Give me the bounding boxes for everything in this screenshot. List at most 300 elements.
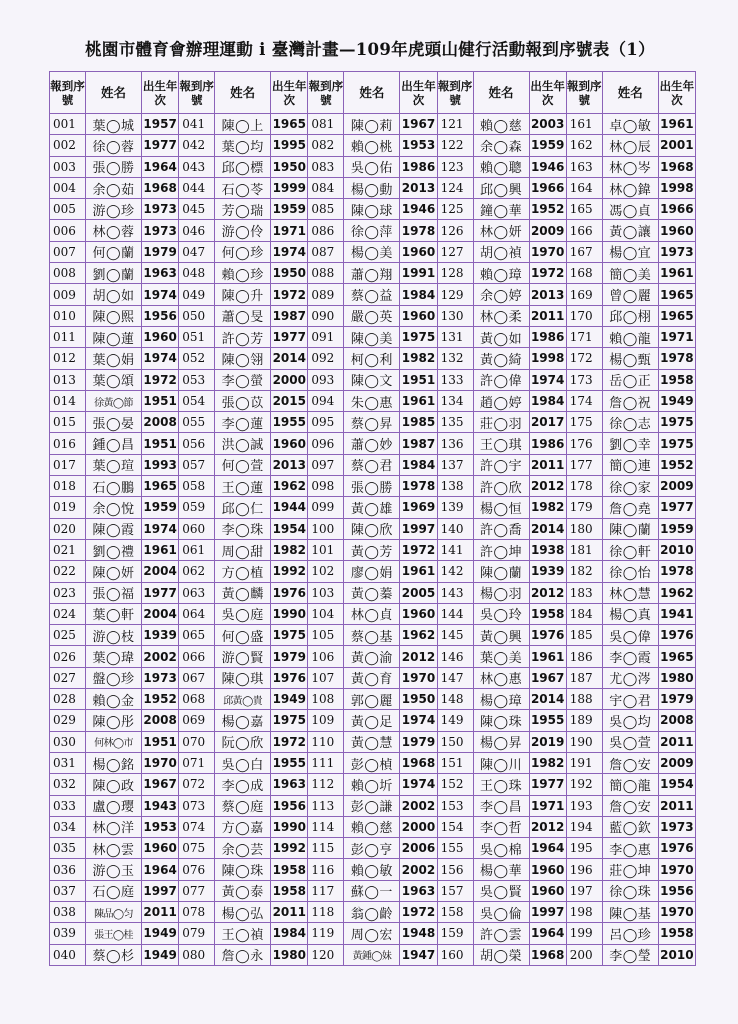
- serial-cell: 178: [566, 476, 602, 497]
- name-cell: 劉◯幸: [602, 433, 658, 454]
- serial-cell: 093: [308, 369, 344, 390]
- table-row: [50, 539, 696, 560]
- serial-cell: 113: [308, 795, 344, 816]
- name-cell: 張◯晏: [86, 412, 142, 433]
- birth-year-cell: 1963: [271, 774, 308, 795]
- birth-year-cell: 1943: [142, 795, 179, 816]
- name-cell: 黃◯麟: [215, 582, 271, 603]
- serial-cell: 084: [308, 177, 344, 198]
- name-cell: 陳◯球: [344, 199, 400, 220]
- serial-cell: 200: [566, 944, 602, 965]
- serial-cell: 183: [566, 582, 602, 603]
- name-cell: 石◯鵬: [86, 476, 142, 497]
- name-cell: 林◯蓉: [86, 220, 142, 241]
- name-cell: 陳◯蘭: [602, 518, 658, 539]
- birth-year-cell: 1961: [142, 539, 179, 560]
- table-row: [50, 710, 696, 731]
- birth-year-cell: 1972: [400, 901, 437, 922]
- serial-cell: 007: [50, 241, 86, 262]
- serial-cell: 130: [437, 305, 473, 326]
- name-cell: 廖◯娟: [344, 561, 400, 582]
- birth-year-cell: 1977: [142, 135, 179, 156]
- birth-year-cell: 1979: [271, 646, 308, 667]
- serial-cell: 077: [179, 880, 215, 901]
- birth-year-cell: 1958: [658, 923, 695, 944]
- birth-year-cell: 1960: [142, 326, 179, 347]
- birth-year-cell: 1975: [271, 625, 308, 646]
- table-row: [50, 923, 696, 944]
- table-row: [50, 859, 696, 880]
- serial-cell: 098: [308, 476, 344, 497]
- birth-year-cell: 1949: [271, 689, 308, 710]
- serial-cell: 118: [308, 901, 344, 922]
- name-cell: 陳◯彤: [86, 710, 142, 731]
- name-cell: 張◯勝: [344, 476, 400, 497]
- birth-year-cell: 1944: [271, 497, 308, 518]
- name-cell: 許◯偉: [473, 369, 529, 390]
- serial-cell: 065: [179, 625, 215, 646]
- serial-cell: 064: [179, 603, 215, 624]
- serial-cell: 097: [308, 454, 344, 475]
- table-row: [50, 433, 696, 454]
- birth-year-cell: 1974: [400, 774, 437, 795]
- name-cell: 許◯芳: [215, 326, 271, 347]
- birth-year-cell: 1952: [658, 454, 695, 475]
- serial-cell: 137: [437, 454, 473, 475]
- birth-year-cell: 1949: [658, 390, 695, 411]
- serial-cell: 079: [179, 923, 215, 944]
- name-cell: 黃◯如: [473, 326, 529, 347]
- birth-year-cell: 1976: [271, 582, 308, 603]
- name-cell: 黃◯育: [344, 667, 400, 688]
- name-cell: 尤◯涔: [602, 667, 658, 688]
- serial-cell: 150: [437, 731, 473, 752]
- birth-year-cell: 1964: [142, 859, 179, 880]
- serial-cell: 051: [179, 326, 215, 347]
- serial-cell: 162: [566, 135, 602, 156]
- serial-cell: 011: [50, 326, 86, 347]
- birth-year-cell: 1951: [400, 369, 437, 390]
- birth-year-cell: 1979: [400, 731, 437, 752]
- name-cell: 林◯惠: [473, 667, 529, 688]
- birth-year-cell: 1973: [142, 199, 179, 220]
- name-cell: 葉◯瑋: [86, 646, 142, 667]
- name-cell: 卓◯敏: [602, 114, 658, 135]
- name-cell: 李◯蓮: [215, 412, 271, 433]
- name-cell: 藍◯欽: [602, 816, 658, 837]
- table-row: [50, 177, 696, 198]
- serial-cell: 039: [50, 923, 86, 944]
- birth-year-cell: 1972: [142, 369, 179, 390]
- birth-year-cell: 1971: [271, 220, 308, 241]
- serial-cell: 122: [437, 135, 473, 156]
- name-cell: 陳品◯匀: [86, 901, 142, 922]
- name-cell: 徐◯家: [602, 476, 658, 497]
- serial-cell: 008: [50, 263, 86, 284]
- serial-cell: 108: [308, 689, 344, 710]
- serial-cell: 063: [179, 582, 215, 603]
- serial-cell: 121: [437, 114, 473, 135]
- serial-cell: 013: [50, 369, 86, 390]
- serial-cell: 016: [50, 433, 86, 454]
- table-row: [50, 667, 696, 688]
- serial-cell: 072: [179, 774, 215, 795]
- birth-year-cell: 1946: [529, 156, 566, 177]
- serial-cell: 156: [437, 859, 473, 880]
- serial-cell: 154: [437, 816, 473, 837]
- name-cell: 胡◯如: [86, 284, 142, 305]
- name-cell: 柯◯利: [344, 348, 400, 369]
- name-cell: 李◯哲: [473, 816, 529, 837]
- serial-cell: 089: [308, 284, 344, 305]
- table-row: [50, 646, 696, 667]
- serial-cell: 059: [179, 497, 215, 518]
- serial-cell: 190: [566, 731, 602, 752]
- birth-year-cell: 1990: [271, 603, 308, 624]
- name-cell: 楊◯華: [473, 859, 529, 880]
- birth-year-cell: 1950: [271, 156, 308, 177]
- name-cell: 陳◯美: [344, 326, 400, 347]
- birth-year-cell: 2009: [658, 476, 695, 497]
- name-cell: 徐◯蓉: [86, 135, 142, 156]
- table-row: [50, 689, 696, 710]
- birth-year-cell: 1965: [658, 284, 695, 305]
- serial-cell: 198: [566, 901, 602, 922]
- name-cell: 彭◯楨: [344, 752, 400, 773]
- birth-year-cell: 1995: [271, 135, 308, 156]
- birth-year-cell: 1960: [400, 305, 437, 326]
- birth-year-cell: 1958: [658, 369, 695, 390]
- name-cell: 陳◯政: [86, 774, 142, 795]
- name-cell: 黃◯慧: [344, 731, 400, 752]
- table-row: [50, 774, 696, 795]
- birth-year-cell: 1958: [271, 880, 308, 901]
- serial-cell: 191: [566, 752, 602, 773]
- name-cell: 楊◯真: [602, 603, 658, 624]
- birth-year-cell: 2014: [529, 689, 566, 710]
- serial-cell: 092: [308, 348, 344, 369]
- birth-year-cell: 2013: [400, 177, 437, 198]
- name-cell: 何◯蘭: [86, 241, 142, 262]
- name-cell: 邱◯興: [473, 177, 529, 198]
- birth-year-cell: 1963: [142, 263, 179, 284]
- birth-year-cell: 1967: [142, 774, 179, 795]
- serial-cell: 148: [437, 689, 473, 710]
- birth-year-cell: 1962: [400, 625, 437, 646]
- serial-cell: 127: [437, 241, 473, 262]
- name-cell: 芳◯瑞: [215, 199, 271, 220]
- serial-cell: 075: [179, 838, 215, 859]
- name-cell: 彭◯謙: [344, 795, 400, 816]
- birth-year-cell: 1971: [658, 326, 695, 347]
- serial-cell: 027: [50, 667, 86, 688]
- serial-cell: 179: [566, 497, 602, 518]
- name-cell: 陳◯莉: [344, 114, 400, 135]
- name-cell: 呂◯珍: [602, 923, 658, 944]
- name-cell: 許◯喬: [473, 518, 529, 539]
- table-row: [50, 284, 696, 305]
- serial-cell: 101: [308, 539, 344, 560]
- birth-year-cell: 1961: [400, 561, 437, 582]
- name-cell: 張◯苡: [215, 390, 271, 411]
- serial-cell: 163: [566, 156, 602, 177]
- name-cell: 林◯辰: [602, 135, 658, 156]
- name-cell: 陳◯欣: [344, 518, 400, 539]
- birth-year-cell: 1987: [271, 305, 308, 326]
- table-row: [50, 135, 696, 156]
- name-cell: 許◯欣: [473, 476, 529, 497]
- name-cell: 張◯勝: [86, 156, 142, 177]
- serial-cell: 095: [308, 412, 344, 433]
- birth-year-cell: 1978: [658, 561, 695, 582]
- table-row: [50, 880, 696, 901]
- serial-cell: 149: [437, 710, 473, 731]
- name-cell: 朱◯惠: [344, 390, 400, 411]
- serial-cell: 151: [437, 752, 473, 773]
- serial-cell: 197: [566, 880, 602, 901]
- name-cell: 楊◯嘉: [215, 710, 271, 731]
- serial-cell: 043: [179, 156, 215, 177]
- name-cell: 吳◯萱: [602, 731, 658, 752]
- table-row: [50, 390, 696, 411]
- birth-year-cell: 1978: [400, 476, 437, 497]
- serial-cell: 106: [308, 646, 344, 667]
- serial-cell: 094: [308, 390, 344, 411]
- name-cell: 簡◯龍: [602, 774, 658, 795]
- birth-year-cell: 2013: [529, 284, 566, 305]
- birth-year-cell: 1950: [271, 263, 308, 284]
- name-cell: 詹◯祝: [602, 390, 658, 411]
- serial-cell: 048: [179, 263, 215, 284]
- birth-year-cell: 1952: [529, 199, 566, 220]
- header-name: 姓名: [344, 72, 400, 114]
- serial-cell: 030: [50, 731, 86, 752]
- birth-year-cell: 1947: [400, 944, 437, 965]
- name-cell: 葉◯娟: [86, 348, 142, 369]
- birth-year-cell: 1959: [142, 497, 179, 518]
- birth-year-cell: 1974: [400, 710, 437, 731]
- name-cell: 楊◯美: [344, 241, 400, 262]
- name-cell: 陳◯琪: [215, 667, 271, 688]
- serial-cell: 083: [308, 156, 344, 177]
- name-cell: 游◯賢: [215, 646, 271, 667]
- birth-year-cell: 1974: [142, 518, 179, 539]
- serial-cell: 140: [437, 518, 473, 539]
- birth-year-cell: 2012: [529, 816, 566, 837]
- birth-year-cell: 1961: [658, 263, 695, 284]
- serial-cell: 099: [308, 497, 344, 518]
- name-cell: 蔡◯基: [344, 625, 400, 646]
- serial-cell: 071: [179, 752, 215, 773]
- birth-year-cell: 1990: [271, 816, 308, 837]
- birth-year-cell: 2009: [529, 220, 566, 241]
- birth-year-cell: 2008: [658, 710, 695, 731]
- name-cell: 胡◯禎: [473, 241, 529, 262]
- birth-year-cell: 2006: [400, 838, 437, 859]
- birth-year-cell: 1998: [529, 348, 566, 369]
- name-cell: 簡◯連: [602, 454, 658, 475]
- serial-cell: 120: [308, 944, 344, 965]
- table-row: [50, 838, 696, 859]
- birth-year-cell: 1964: [142, 156, 179, 177]
- serial-cell: 199: [566, 923, 602, 944]
- birth-year-cell: 1965: [658, 646, 695, 667]
- table-row: [50, 476, 696, 497]
- birth-year-cell: 1960: [400, 241, 437, 262]
- name-cell: 王◯蓮: [215, 476, 271, 497]
- birth-year-cell: 1960: [658, 220, 695, 241]
- table-row: [50, 369, 696, 390]
- name-cell: 林◯岑: [602, 156, 658, 177]
- birth-year-cell: 2012: [400, 646, 437, 667]
- serial-cell: 117: [308, 880, 344, 901]
- name-cell: 葉◯美: [473, 646, 529, 667]
- name-cell: 宇◯君: [602, 689, 658, 710]
- name-cell: 陳◯蘭: [473, 561, 529, 582]
- birth-year-cell: 1953: [400, 135, 437, 156]
- serial-cell: 158: [437, 901, 473, 922]
- name-cell: 蔡◯君: [344, 454, 400, 475]
- header-name: 姓名: [215, 72, 271, 114]
- name-cell: 黃◯渝: [344, 646, 400, 667]
- table-row: [50, 241, 696, 262]
- serial-cell: 037: [50, 880, 86, 901]
- name-cell: 李◯霞: [602, 646, 658, 667]
- birth-year-cell: 1977: [142, 582, 179, 603]
- birth-year-cell: 2013: [271, 454, 308, 475]
- serial-cell: 167: [566, 241, 602, 262]
- name-cell: 邱黃◯貴: [215, 689, 271, 710]
- serial-cell: 111: [308, 752, 344, 773]
- birth-year-cell: 2011: [529, 454, 566, 475]
- birth-year-cell: 1965: [142, 476, 179, 497]
- name-cell: 游◯枝: [86, 625, 142, 646]
- birth-year-cell: 1982: [529, 752, 566, 773]
- table-row: [50, 114, 696, 135]
- serial-cell: 147: [437, 667, 473, 688]
- birth-year-cell: 1976: [658, 838, 695, 859]
- birth-year-cell: 1967: [529, 667, 566, 688]
- name-cell: 盤◯珍: [86, 667, 142, 688]
- name-cell: 吳◯白: [215, 752, 271, 773]
- birth-year-cell: 1982: [271, 539, 308, 560]
- name-cell: 林◯慧: [602, 582, 658, 603]
- serial-cell: 087: [308, 241, 344, 262]
- serial-cell: 086: [308, 220, 344, 241]
- serial-cell: 134: [437, 390, 473, 411]
- name-cell: 盧◯璎: [86, 795, 142, 816]
- birth-year-cell: 1959: [271, 199, 308, 220]
- birth-year-cell: 1973: [658, 816, 695, 837]
- roster-body: [50, 114, 696, 966]
- table-row: [50, 561, 696, 582]
- name-cell: 翁◯齡: [344, 901, 400, 922]
- birth-year-cell: 1991: [400, 263, 437, 284]
- birth-year-cell: 2005: [400, 582, 437, 603]
- name-cell: 李◯珠: [215, 518, 271, 539]
- serial-cell: 047: [179, 241, 215, 262]
- serial-cell: 135: [437, 412, 473, 433]
- name-cell: 林◯妍: [473, 220, 529, 241]
- birth-year-cell: 1970: [529, 241, 566, 262]
- birth-year-cell: 1964: [529, 923, 566, 944]
- name-cell: 陳◯珠: [473, 710, 529, 731]
- birth-year-cell: 1973: [658, 241, 695, 262]
- serial-cell: 001: [50, 114, 86, 135]
- serial-cell: 028: [50, 689, 86, 710]
- name-cell: 趙◯婷: [473, 390, 529, 411]
- header-no: 報到序號: [308, 72, 344, 114]
- serial-cell: 132: [437, 348, 473, 369]
- name-cell: 楊◯璋: [473, 689, 529, 710]
- name-cell: 游◯玉: [86, 859, 142, 880]
- serial-cell: 038: [50, 901, 86, 922]
- birth-year-cell: 1960: [529, 859, 566, 880]
- birth-year-cell: 1970: [142, 752, 179, 773]
- serial-cell: 182: [566, 561, 602, 582]
- serial-cell: 050: [179, 305, 215, 326]
- birth-year-cell: 1992: [271, 838, 308, 859]
- name-cell: 余◯芸: [215, 838, 271, 859]
- birth-year-cell: 1979: [658, 689, 695, 710]
- name-cell: 蔡◯杉: [86, 944, 142, 965]
- serial-cell: 174: [566, 390, 602, 411]
- birth-year-cell: 1966: [658, 199, 695, 220]
- birth-year-cell: 2011: [271, 901, 308, 922]
- serial-cell: 090: [308, 305, 344, 326]
- birth-year-cell: 1967: [400, 114, 437, 135]
- serial-cell: 017: [50, 454, 86, 475]
- birth-year-cell: 1987: [400, 433, 437, 454]
- name-cell: 李◯螢: [215, 369, 271, 390]
- header-name: 姓名: [602, 72, 658, 114]
- name-cell: 周◯甜: [215, 539, 271, 560]
- table-row: [50, 220, 696, 241]
- birth-year-cell: 1965: [271, 114, 308, 135]
- name-cell: 彭◯亨: [344, 838, 400, 859]
- birth-year-cell: 1955: [529, 710, 566, 731]
- serial-cell: 128: [437, 263, 473, 284]
- name-cell: 楊◯弘: [215, 901, 271, 922]
- birth-year-cell: 2017: [529, 412, 566, 433]
- serial-cell: 123: [437, 156, 473, 177]
- serial-cell: 044: [179, 177, 215, 198]
- table-row: [50, 816, 696, 837]
- birth-year-cell: 1961: [400, 390, 437, 411]
- name-cell: 吳◯倫: [473, 901, 529, 922]
- serial-cell: 110: [308, 731, 344, 752]
- birth-year-cell: 1986: [529, 433, 566, 454]
- name-cell: 楊◯宜: [602, 241, 658, 262]
- serial-cell: 194: [566, 816, 602, 837]
- birth-year-cell: 2004: [142, 561, 179, 582]
- serial-cell: 155: [437, 838, 473, 859]
- serial-cell: 193: [566, 795, 602, 816]
- serial-cell: 161: [566, 114, 602, 135]
- birth-year-cell: 1977: [658, 497, 695, 518]
- birth-year-cell: 1979: [142, 241, 179, 262]
- header-year: 出生年次: [529, 72, 566, 114]
- birth-year-cell: 1970: [400, 667, 437, 688]
- serial-cell: 010: [50, 305, 86, 326]
- birth-year-cell: 1972: [400, 539, 437, 560]
- birth-year-cell: 1969: [400, 497, 437, 518]
- birth-year-cell: 1966: [529, 177, 566, 198]
- name-cell: 胡◯榮: [473, 944, 529, 965]
- name-cell: 詹◯堯: [602, 497, 658, 518]
- birth-year-cell: 1997: [400, 518, 437, 539]
- birth-year-cell: 1978: [658, 348, 695, 369]
